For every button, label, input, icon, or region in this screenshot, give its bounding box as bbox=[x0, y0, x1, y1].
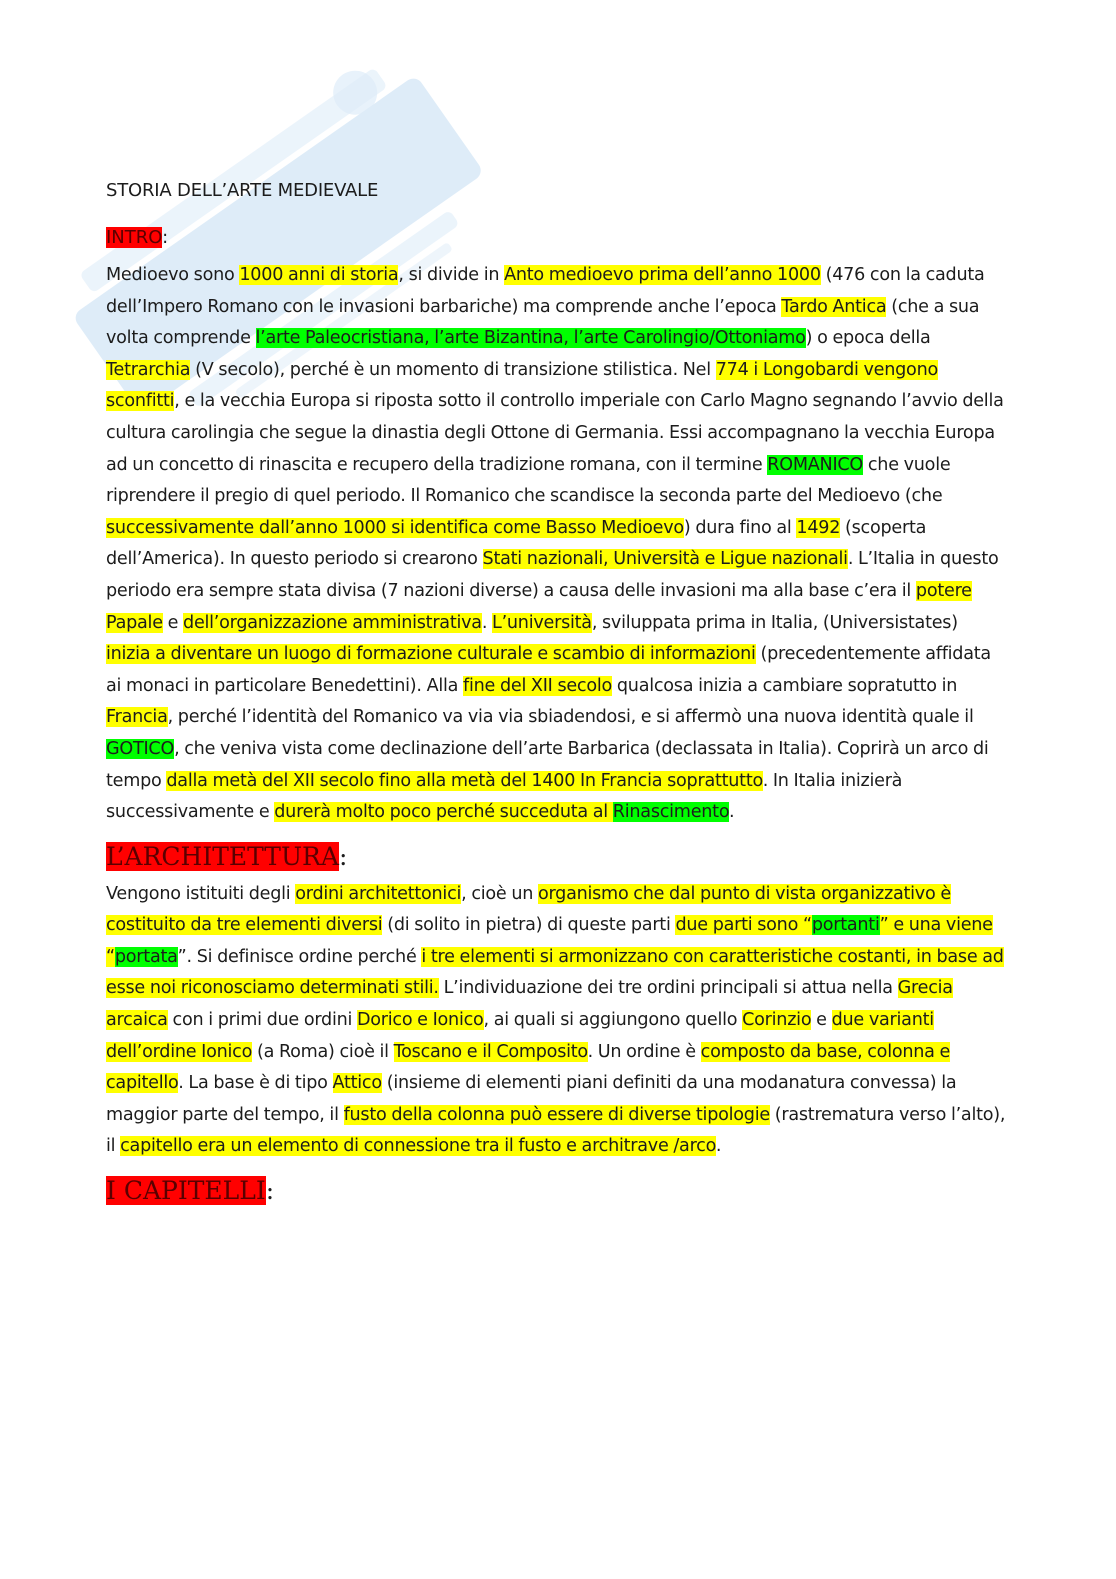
highlighted-text: 1492 bbox=[796, 517, 841, 538]
highlighted-text: composto da base, colonna e capitello bbox=[106, 1041, 951, 1094]
text-run: Vengono istituiti degli bbox=[106, 883, 296, 904]
text-run: ”. Si definisce ordine perché bbox=[177, 946, 422, 967]
text-run: , perché l’identità del Romanico va via via sbiadendosi, e si affermò una nuova identità quale il bbox=[167, 707, 974, 728]
highlighted-text: dalla metà del XII secolo fino alla metà del 1400 In Francia soprattutto bbox=[166, 770, 763, 791]
text-run: . bbox=[481, 612, 493, 633]
highlighted-text: 774 i Longobardi vengono sconfitti bbox=[106, 359, 938, 412]
section-heading-text: I CAPITELLI bbox=[106, 1176, 266, 1206]
section-heading bbox=[106, 839, 1006, 875]
highlighted-text: Rinascimento bbox=[612, 802, 730, 823]
text-run: e bbox=[811, 1010, 832, 1031]
text-run: . La base è di tipo bbox=[178, 1073, 333, 1094]
highlighted-text: Toscano e il Composito bbox=[393, 1041, 588, 1062]
section-heading-colon: : bbox=[338, 841, 348, 871]
highlighted-text: dell’organizzazione amministrativa bbox=[183, 612, 482, 633]
highlighted-text: Francia bbox=[106, 707, 168, 728]
document-body bbox=[106, 175, 1006, 1213]
highlighted-text: fine del XII secolo bbox=[463, 675, 613, 696]
text-run: (che a sua volta comprende bbox=[106, 296, 980, 349]
highlighted-text: Tetrarchia bbox=[106, 359, 191, 380]
text-run: , si divide in bbox=[398, 265, 505, 285]
text-run: qualcosa inizia a cambiare sopratutto in bbox=[612, 675, 958, 696]
highlighted-text: Corinzio bbox=[742, 1010, 812, 1031]
highlighted-text: due parti sono “ bbox=[675, 915, 812, 936]
text-run: , che veniva vista come declinazione dell’arte Barbarica (declassata in Italia). Coprirà un arco di tempo bbox=[106, 738, 989, 791]
text-run: (V secolo), perché è un momento di transizione stilistica. Nel bbox=[190, 359, 716, 380]
text-run: con i primi due ordini bbox=[167, 1010, 357, 1031]
section-paragraph bbox=[106, 879, 1006, 1163]
text-run: , sviluppata prima in Italia, (Universistates) bbox=[591, 612, 958, 633]
text-run: , e la vecchia Europa si riposta sotto il controllo imperiale con Carlo Magno segnando l’avvio della cultura carolingia che segue la dinastia degli Ottone di Germania. Essi accompagnano la vecchia Europa ad un concetto di rinascita e recupero della tradizione romana, con il termine bbox=[106, 391, 1004, 475]
highlighted-text: ” e una viene “ bbox=[106, 915, 993, 967]
text-run: . In Italia inizierà successivamente e bbox=[106, 770, 903, 823]
highlighted-text: GOTICO bbox=[106, 738, 175, 759]
highlighted-text: Tardo Antica bbox=[781, 296, 887, 317]
section-heading bbox=[106, 1173, 1006, 1209]
highlighted-text: organismo che dal punto di vista organizzativo è costituito da tre elementi diversi bbox=[106, 883, 951, 936]
highlighted-text: Anto medioevo prima dell’anno 1000 bbox=[504, 265, 821, 285]
text-run: (insieme di elementi piani definiti da una modanatura convessa) la maggior parte del tempo, il bbox=[106, 1073, 957, 1125]
highlighted-text: L’università bbox=[492, 612, 592, 633]
highlighted-text: i tre elementi si armonizzano con caratteristiche costanti, in base ad esse noi riconosciamo determinati stili. bbox=[106, 946, 1004, 999]
document-title: STORIA DELL’ARTE MEDIEVALE bbox=[106, 180, 379, 201]
text-run: ) dura fino al bbox=[683, 517, 797, 538]
section-heading-text: INTRO bbox=[106, 227, 163, 248]
sections-container bbox=[106, 220, 1006, 1209]
text-run: (di solito in pietra) di queste parti bbox=[382, 915, 676, 936]
highlighted-text: due varianti dell’ordine Ionico bbox=[106, 1010, 934, 1062]
section-heading-colon: : bbox=[162, 227, 169, 248]
highlighted-text: Attico bbox=[332, 1073, 382, 1094]
text-run: (scoperta dell’America). In questo periodo si crearono bbox=[106, 517, 927, 570]
text-run: . bbox=[715, 1136, 722, 1157]
text-run: . Un ordine è bbox=[587, 1041, 701, 1062]
text-run: , ai quali si aggiungono quello bbox=[483, 1010, 743, 1031]
text-run: e bbox=[162, 612, 184, 633]
text-run: . L’Italia in questo periodo era sempre stata divisa (7 nazioni diverse) a causa delle invasioni ma alla base c’era il bbox=[106, 549, 999, 601]
text-run: (476 con la caduta dell’Impero Romano con le invasioni barbariche) ma comprende anche l’epoca bbox=[106, 265, 985, 317]
section-heading bbox=[106, 220, 1006, 256]
highlighted-text: fusto della colonna può essere di diverse tipologie bbox=[343, 1104, 770, 1125]
text-run: ) o epoca della bbox=[805, 328, 931, 349]
section-heading-text: L’ARCHITETTURA bbox=[106, 841, 339, 871]
highlighted-text: ordini architettonici bbox=[295, 883, 462, 904]
highlighted-text: Grecia arcaica bbox=[106, 978, 953, 1031]
highlighted-text: potere bbox=[915, 580, 972, 601]
section-heading-colon: : bbox=[265, 1176, 275, 1206]
highlighted-text: 1000 anni di storia bbox=[239, 265, 399, 285]
highlighted-text: successivamente dall’anno 1000 si identifica come Basso Medioevo bbox=[106, 517, 684, 538]
text-run: . bbox=[729, 802, 735, 823]
highlighted-text: capitello era un elemento di connessione tra il fusto e architrave /arco bbox=[120, 1136, 716, 1157]
text-run: Medioevo sono bbox=[106, 265, 240, 285]
highlighted-text: inizia a diventare un luogo di formazione culturale e scambio di informazioni bbox=[106, 644, 756, 665]
highlighted-text: durerà molto poco perché succeduta al bbox=[274, 802, 613, 823]
highlighted-text: Stati nazionali, Università e Ligue nazionali bbox=[482, 549, 848, 570]
text-run: L’individuazione dei tre ordini principali si attua nella bbox=[438, 978, 898, 999]
highlighted-text: portata bbox=[114, 946, 178, 967]
text-run: (precedentemente affidata ai monaci in particolare Benedettini). Alla bbox=[106, 644, 991, 696]
text-run: (a Roma) cioè il bbox=[252, 1041, 394, 1062]
highlighted-text: l’arte Paleocristiana, l’arte Bizantina, l’arte Carolingio/Ottoniamo bbox=[255, 328, 806, 349]
section-paragraph bbox=[106, 260, 1006, 829]
highlighted-text: ROMANICO bbox=[767, 454, 864, 475]
highlighted-text: Dorico e Ionico bbox=[356, 1010, 484, 1031]
highlighted-text: Papale bbox=[106, 612, 163, 633]
highlighted-text: portanti bbox=[811, 915, 880, 936]
text-run: che vuole riprendere il pregio di quel periodo. Il Romanico che scandisce la seconda parte del Medioevo (che bbox=[106, 454, 951, 507]
text-run: , cioè un bbox=[461, 883, 538, 904]
text-run: (rastrematura verso l’alto), il bbox=[106, 1104, 1006, 1157]
